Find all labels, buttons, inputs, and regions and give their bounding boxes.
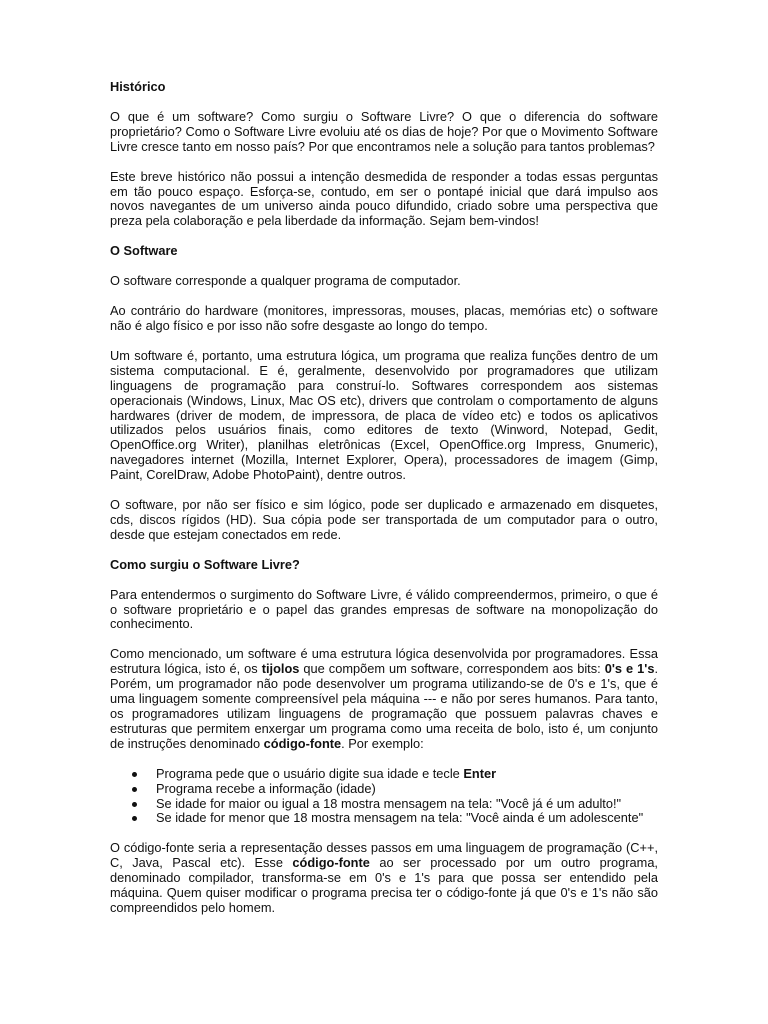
paragraph: O que é um software? Como surgiu o Software Livre? O que o diferencia do software proprietário? Como o Software Livre evoluiu até os dias de hoje? Por que o Movimento Software Livre cresce tanto em nosso país? Por que encontramos nele a solução para tantos problemas? (110, 108, 658, 154)
bold-text: código-fonte (263, 735, 342, 751)
heading-software: O Software (110, 243, 178, 259)
bold-text: tijolos (261, 661, 300, 677)
bold-text: Enter (463, 765, 497, 781)
bold-text: código-fonte (292, 855, 370, 871)
paragraph: Ao contrário do hardware (monitores, impressoras, mouses, placas, memórias etc) o software não é algo físico e por isso não sofre desgaste ao longo do tempo. (110, 303, 658, 333)
text-run: que compõem um software, correspondem aos bits: (299, 661, 605, 677)
heading-historico: Histórico (110, 79, 166, 94)
bold-text: 0's e 1's (604, 661, 655, 677)
text-run: . Por exemplo: (341, 735, 424, 751)
paragraph: O software corresponde a qualquer programa de computador. (110, 273, 461, 289)
list-item (110, 767, 658, 782)
bullet-list (110, 767, 658, 827)
text-run: ao ser processado por um outro programa, denominado compilador, transforma-se em 0's e 1's para que possa ser entendido pela máquina. Quem quiser modificar o programa precisa ter o código-fonte já que 0's e 1's não são compreendidos pelo homem. (110, 855, 658, 915)
paragraph: Este breve histórico não possui a intenção desmedida de responder a todas essas perguntas em tão pouco espaço. Esforça-se, contudo, em ser o pontapé inicial que dará impulso aos novos navegantes de um universo ainda pouco difundido, criado sobre uma perspectiva que preza pela colaboração e pela liberdade da informação. Sejam bem-vindos! (110, 168, 658, 229)
heading-como-surgiu: Como surgiu o Software Livre? (110, 556, 300, 572)
paragraph (110, 647, 658, 751)
text-run: . Porém, um programador não pode desenvolver um programa utilizando-se de 0's e 1's, que é uma linguagem somente compreensível pela máquina --- e não por seres humanos. Para tanto, os programadores utilizam linguagens de programação que possuem palavras chaves e estruturas que permitem enxergar um programa como uma receita de bolo, isto é, um conjunto de instruções denominado (110, 661, 658, 751)
document-page (110, 80, 658, 916)
text-run: Programa pede que o usuário digite sua idade e tecle (156, 765, 464, 781)
paragraph: Para entendermos o surgimento do Software Livre, é válido compreendermos, primeiro, o que é o software proprietário e o papel das grandes empresas de software na monopolização do conhecimento. (110, 586, 658, 632)
list-item: Programa recebe a informação (idade) (110, 782, 658, 797)
list-item: Se idade for menor que 18 mostra mensagem na tela: "Você ainda é um adolescente" (110, 811, 658, 826)
text-run: Como mencionado, um software é uma estrutura lógica desenvolvida por programadores. Essa estrutura lógica, isto é, os (110, 646, 658, 677)
paragraph: Um software é, portanto, uma estrutura lógica, um programa que realiza funções dentro de um sistema computacional. E é, geralmente, desenvolvido por programadores que utilizam linguagens de programação para construí-lo. Softwares correspondem aos sistemas operacionais (Windows, Linux, Mac OS etc), drivers que controlam o comportamento de alguns hardwares (driver de modem, de impressora, de placa de vídeo etc) e todos os aplicativos utilizados pelos usuários finais, como editores de texto (Winword, Notepad, Gedit, OpenOffice.org Writer), planilhas eletrônicas (Excel, OpenOffice.org Impress, Gnumeric), navegadores internet (Mozilla, Internet Explorer, Opera), processadores de imagem (Gimp, Paint, CorelDraw, Adobe PhotoPaint), dentre outros. (110, 347, 658, 483)
text-run: O código-fonte seria a representação desses passos em uma linguagem de programação (C++, C, Java, Pascal etc). Esse (110, 840, 658, 871)
paragraph: O software, por não ser físico e sim lógico, pode ser duplicado e armazenado em disquetes, cds, discos rígidos (HD). Sua cópia pode ser transportada de um computador para o outro, desde que estejam conectados em rede. (110, 497, 658, 542)
list-item: Se idade for maior ou igual a 18 mostra mensagem na tela: "Você já é um adulto!" (110, 797, 658, 812)
paragraph (110, 841, 658, 916)
